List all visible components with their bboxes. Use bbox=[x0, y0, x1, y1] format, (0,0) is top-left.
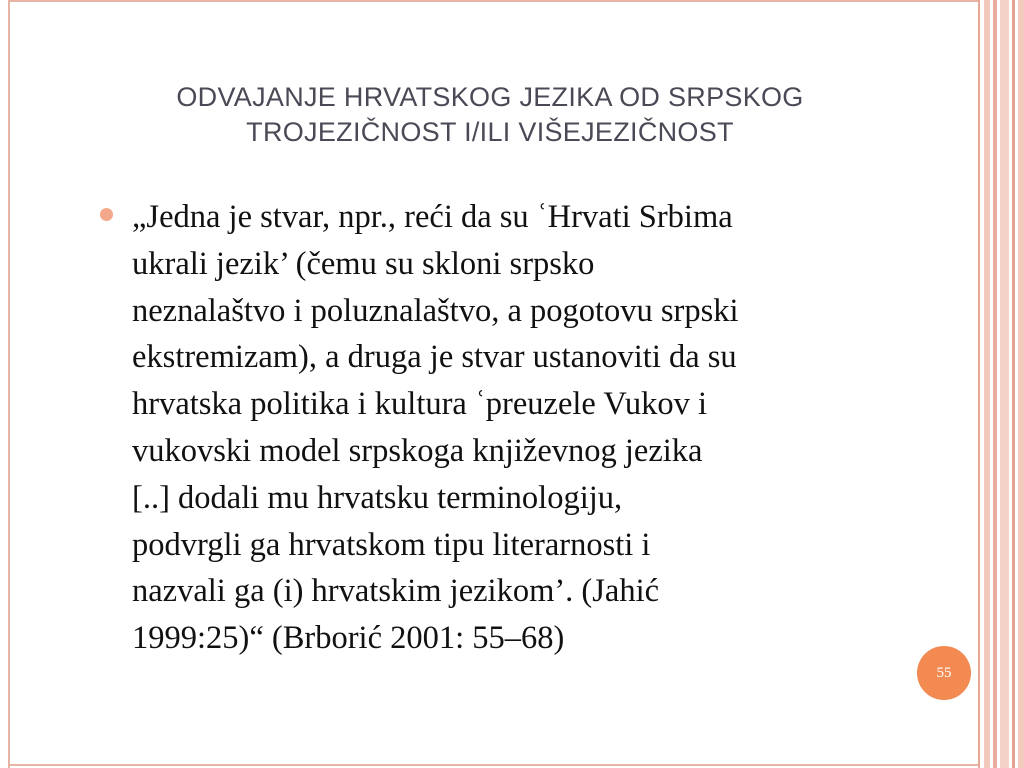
decorative-stripe bbox=[978, 0, 980, 768]
frame-top-line bbox=[8, 0, 980, 2]
quote-line: hrvatska politika i kultura ʿpreuzele Vukov i bbox=[132, 386, 708, 423]
decorative-stripe bbox=[1000, 0, 1009, 768]
quote-line: ekstremizam), a druga je stvar ustanoviti da su bbox=[132, 339, 737, 376]
quote-line: neznalaštvo i poluznalaštvo, a pogotovu srpski bbox=[132, 292, 739, 329]
page-number-badge: 55 bbox=[917, 646, 971, 700]
bullet-icon bbox=[100, 208, 113, 221]
quote-line: ukrali jezik’ (čemu su skloni srpsko bbox=[132, 245, 595, 282]
frame-bottom-line bbox=[8, 764, 980, 766]
quote-line: 1999:25)“ (Brborić 2001: 55–68) bbox=[132, 620, 565, 657]
quote-line: „Jedna je stvar, npr., reći da su ʿHrvati Srbima bbox=[132, 199, 733, 235]
decorative-stripe bbox=[993, 0, 997, 768]
quote-line: [..] dodali mu hrvatsku terminologiju, bbox=[132, 479, 623, 516]
decorative-stripe bbox=[1018, 0, 1024, 768]
quote-line: podvrgli ga hrvatskom tipu literarnosti i bbox=[132, 526, 651, 563]
slide-title-line-1: ODVAJANJE HRVATSKOG JEZIKA OD SRPSKOG bbox=[176, 82, 804, 112]
frame-left-line bbox=[8, 0, 10, 768]
bullet-item-quote bbox=[132, 194, 892, 662]
decorative-stripe bbox=[984, 0, 990, 768]
quote-line: nazvali ga (i) hrvatskim jezikom’. (Jahić bbox=[132, 573, 660, 610]
slide-title bbox=[60, 80, 920, 150]
decorative-stripe bbox=[1012, 0, 1015, 768]
quote-line: vukovski model srpskoga književnog jezika bbox=[132, 432, 703, 469]
slide-title-line-2: TROJEZIČNOST I/ILI VIŠEJEZIČNOST bbox=[246, 117, 734, 147]
